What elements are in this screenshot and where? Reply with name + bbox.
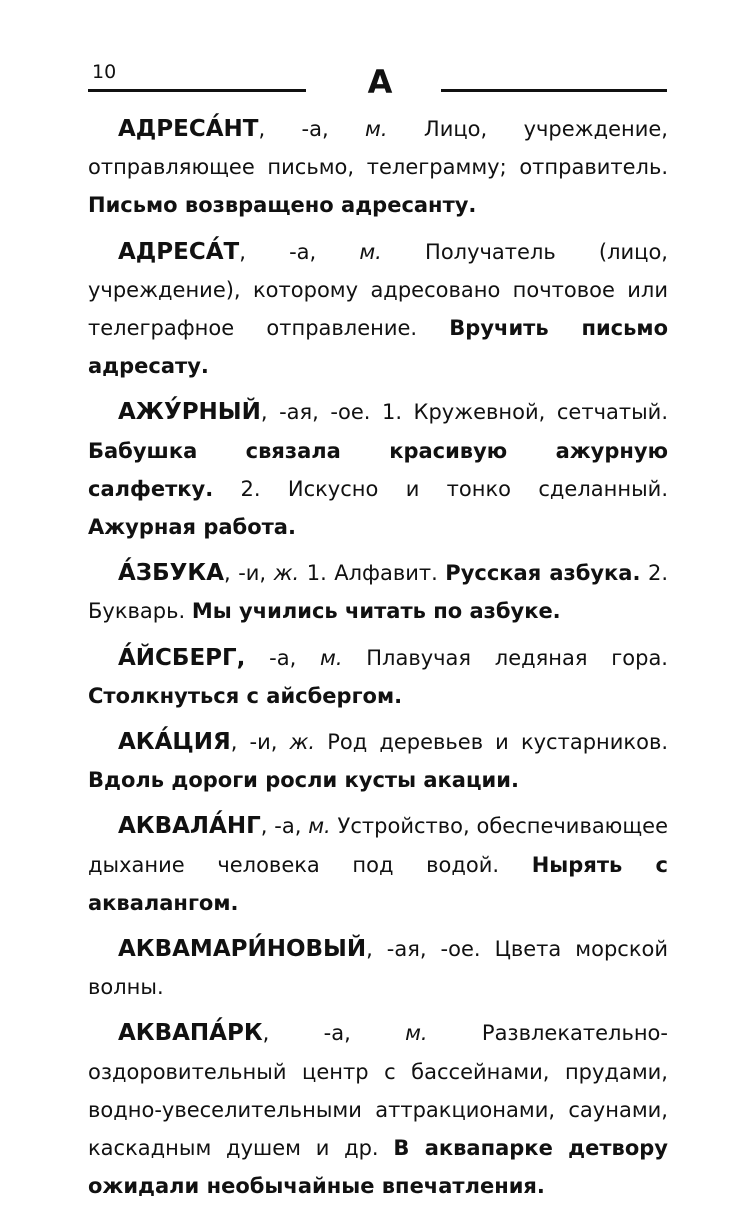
dictionary-entry [88,1014,668,1205]
section-letter: А [367,63,393,101]
headword: АКВАМАРИ́НОВЫЙ [118,936,367,963]
dictionary-entry [88,554,668,630]
grammar-info: , -а, [258,117,366,141]
gender-label: м. [365,117,388,141]
page-number: 10 [92,61,117,83]
dictionary-entry [88,639,668,715]
definition: 1. Алфавит. [299,561,446,586]
definition: Лицо, учреждение, отправляющее письмо, телеграмму; отправитель. [88,117,668,180]
usage-example: Русская азбука. [445,561,641,586]
page-header [0,0,756,110]
header-rule-right [441,89,667,92]
definition: 1. Кружевной, сетчатый. [381,400,668,425]
definition: 2. Искусно и тонко сделанный. [213,476,668,501]
dictionary-entry [88,233,668,386]
definition: Устройство, обеспечивающее дыхание человека под водой. [88,814,668,877]
grammar-info: , -а, [260,814,309,839]
grammar-info: , -а, [262,1021,406,1046]
dictionary-entries [88,110,668,1205]
gender-label: м. [320,645,343,670]
definition: Род деревьев и кустарников. [315,730,668,755]
gender-label: м. [359,239,382,264]
definition: 2. Букварь. [88,561,668,624]
definition: Плавучая ледяная гора. [342,645,668,670]
header-rule-left [88,89,306,92]
usage-example: Нырять с аквалангом. [88,852,668,915]
usage-example: Бабушка связала красивую ажурную салфетку. [88,438,668,501]
headword: АКВАЛА́НГ [118,813,261,840]
gender-label: м. [405,1021,428,1046]
definition: Развлекательно-оздоровительный центр с бассейнами, прудами, водно-увеселительными аттракционами, саунами, каскадным душем и др. [88,1021,668,1161]
usage-example: Ажурная работа. [88,515,296,540]
grammar-info: , -и, [230,730,290,755]
headword: А́ЙСБЕРГ, [118,644,246,671]
gender-label: м. [308,814,331,839]
headword: АДРЕСА́НТ [118,116,259,142]
headword: АКВАПА́РК [118,1020,263,1047]
dictionary-entry [88,807,668,922]
dictionary-entry [88,930,668,1006]
dictionary-entry [88,723,668,799]
definition: Получатель (лицо, учреждение), которому адресовано почтовое или телеграфное отправление. [88,239,668,341]
usage-example: Вручить письмо адресату. [88,316,668,379]
grammar-info: , -ая, -ое. [366,937,495,962]
headword: АДРЕСА́Т [118,238,240,265]
grammar-info: , -а, [239,239,360,264]
usage-example: Вдоль дороги росли кусты акации. [88,768,519,793]
usage-example: Столкнуться с айсбергом. [88,683,403,708]
headword: АЖУ́РНЫЙ [118,399,261,426]
headword: А́ЗБУКА [118,560,225,587]
gender-label: ж. [273,561,300,586]
dictionary-entry [88,110,668,225]
dictionary-entry [88,393,668,546]
usage-example: В аквапарке детвору ожидали необычайные впечатления. [88,1136,668,1199]
usage-example: Письмо возвращено адресанту. [88,193,477,218]
headword: АКА́ЦИЯ [118,729,231,756]
definition: Цвета морской волны. [88,937,668,1000]
grammar-info: -а, [245,645,320,670]
gender-label: ж. [289,730,316,755]
grammar-info: , -и, [224,561,274,586]
grammar-info: , -ая, -ое. [260,400,382,425]
usage-example: Мы учились читать по азбуке. [191,599,561,624]
